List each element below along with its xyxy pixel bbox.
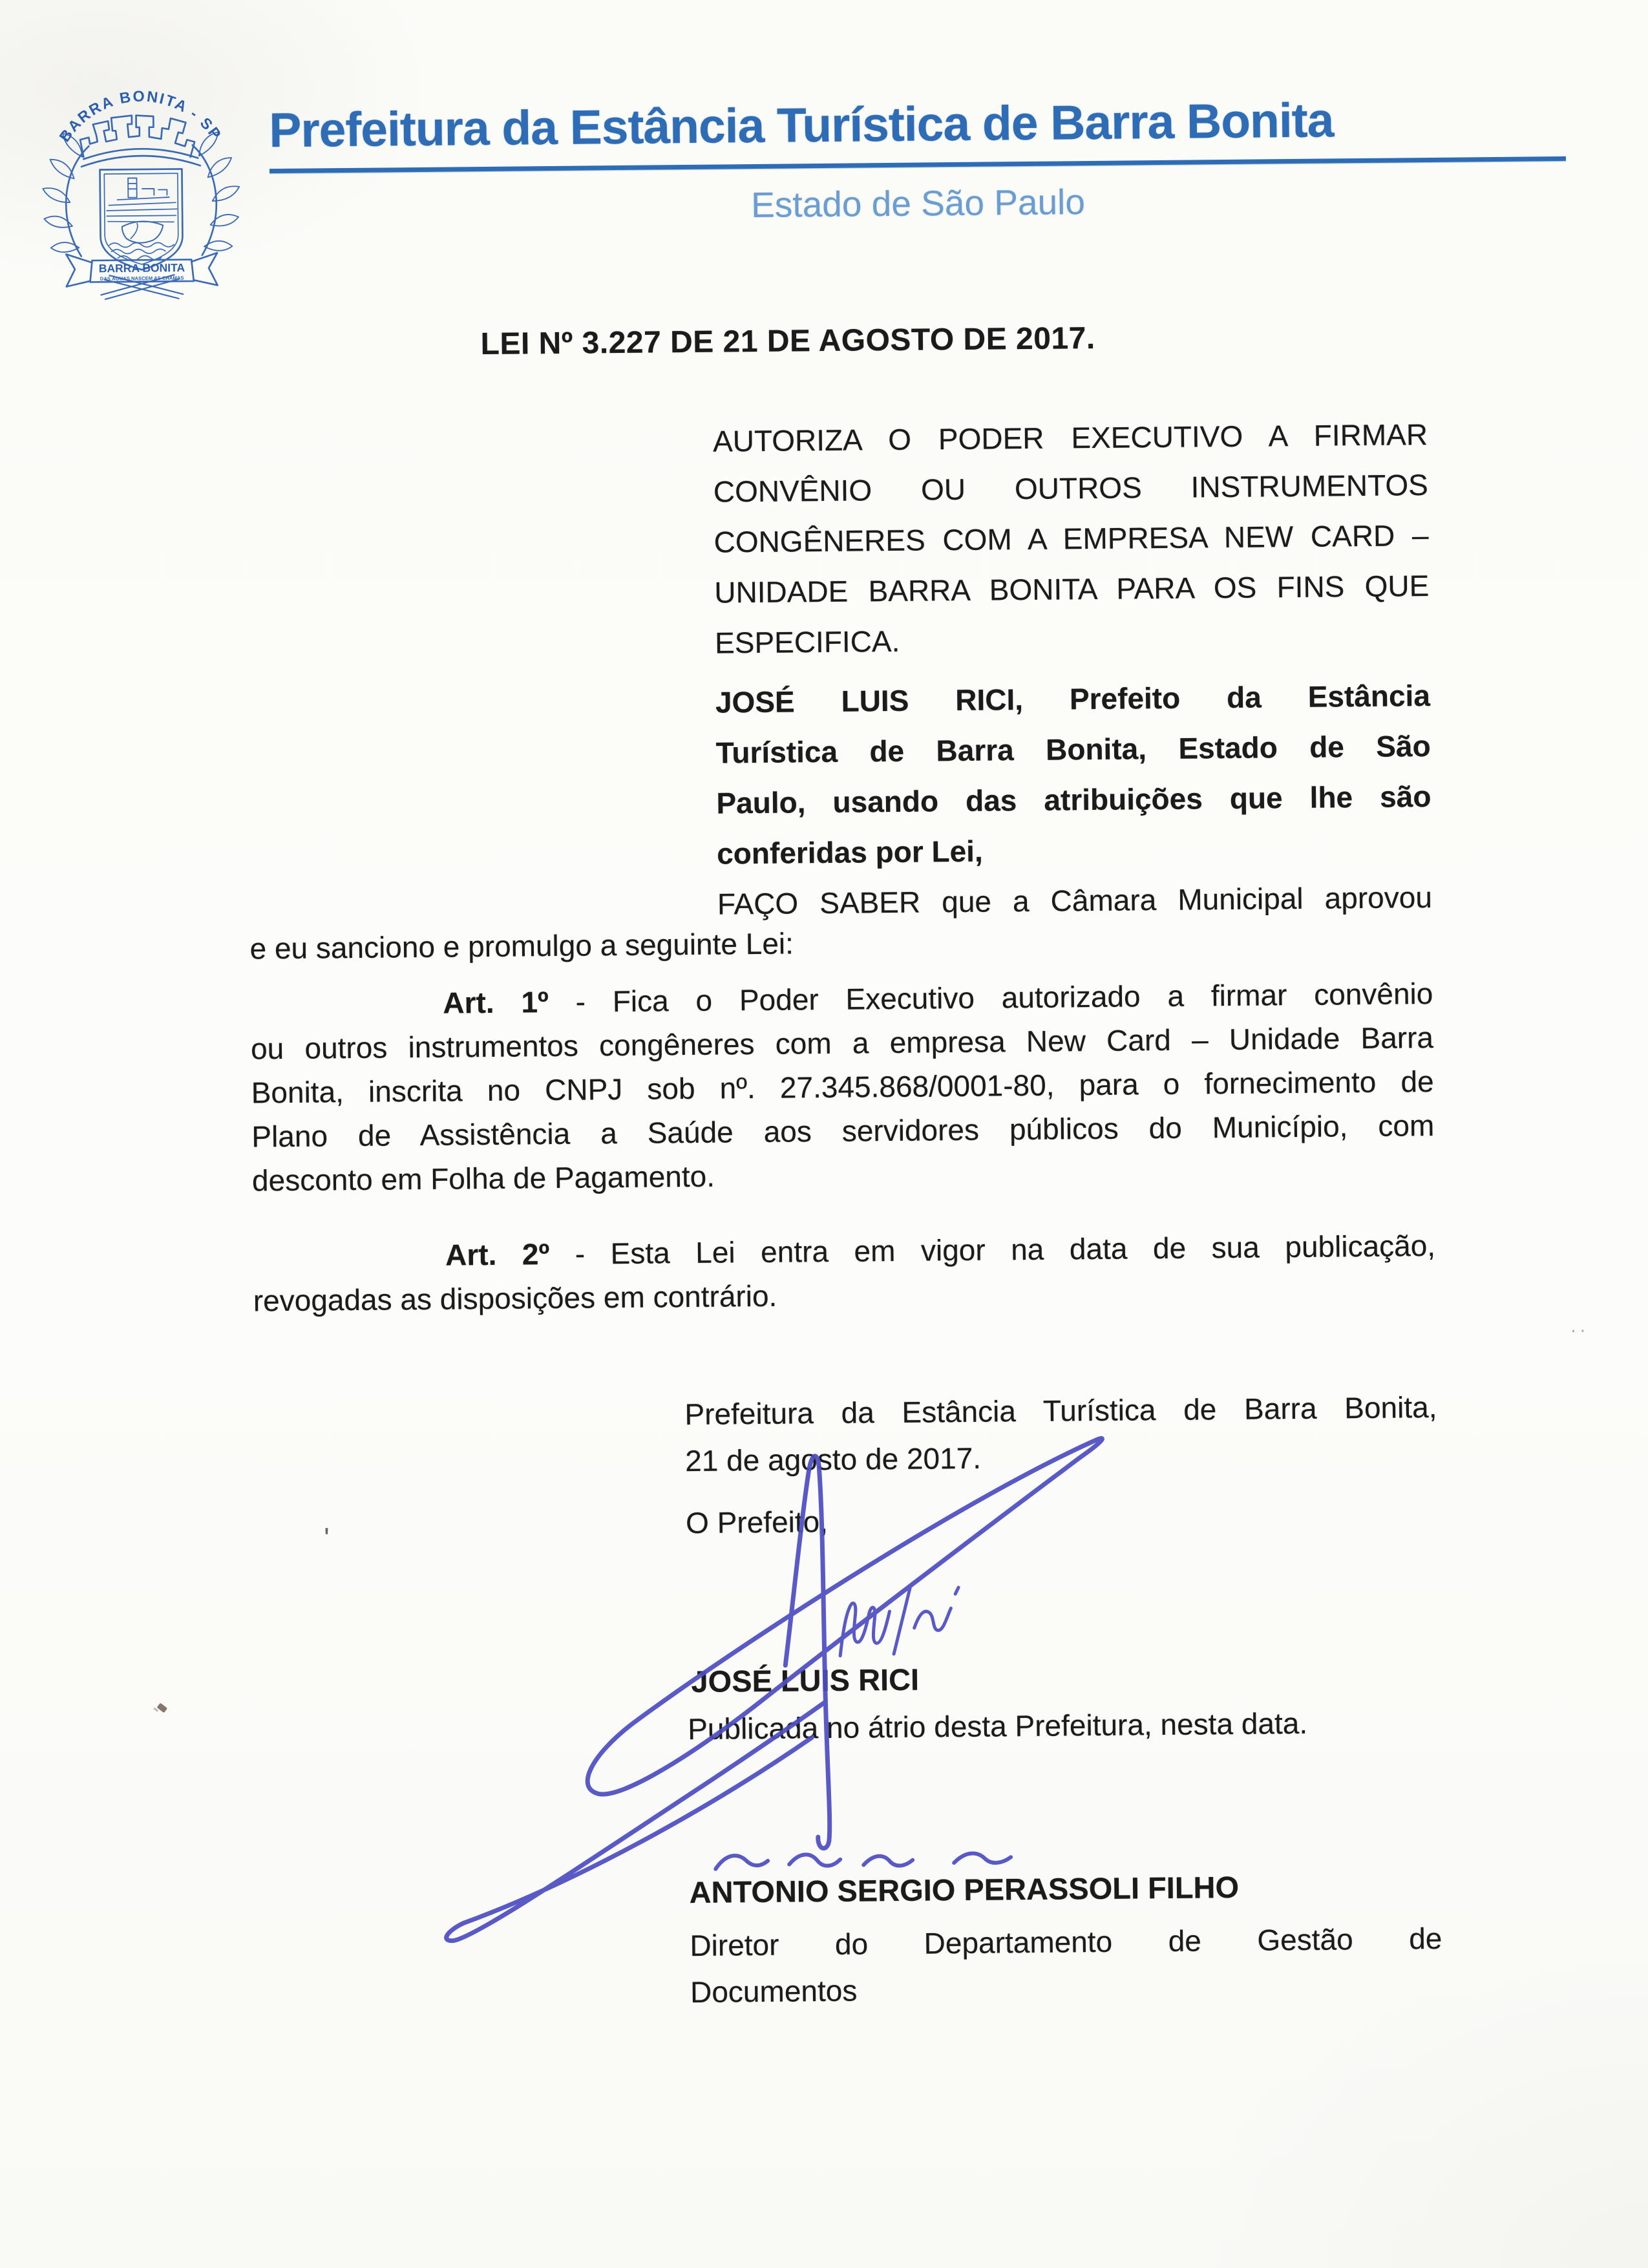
closing-place-line: Prefeitura da Estância Turística de Barra Bonita, [684, 1390, 1437, 1432]
text-line: UNIDADE BARRA BONITA PARA OS FINS QUE [714, 568, 1430, 609]
law-preamble [715, 670, 1433, 929]
law-title: LEI Nº 3.227 DE 21 DE AGOSTO DE 2017. [480, 321, 1095, 362]
article-body-lines [251, 1015, 1435, 1203]
crest-shield-icon [100, 169, 183, 270]
mayor-name: JOSÉ LUIS RICI [691, 1662, 920, 1699]
article-label: Art. 1º [443, 985, 549, 1020]
text-line: conferidas por Lei, [716, 834, 983, 871]
text-line: Plano de Assistência a Saúde aos servidores públicos do Município, com [251, 1108, 1435, 1154]
text-line: revogadas as disposições em contrário. [253, 1278, 777, 1318]
letterhead-state-subtitle: Estado de São Paulo [750, 182, 1086, 226]
article-first-line-text: - Fica o Poder Executivo autorizado a firmar convênio [548, 976, 1433, 1019]
article-first-line-text: - Esta Lei entra em vigor na data de sua publicação, [549, 1228, 1436, 1271]
text-line: ou outros instrumentos congêneres com a empresa New Card – Unidade Barra [250, 1020, 1434, 1066]
text-line: JOSÉ LUIS RICI, Prefeito da Estância [715, 678, 1431, 719]
municipal-coat-of-arms-icon [32, 75, 250, 302]
text-line: Diretor do Departamento de Gestão de [690, 1921, 1442, 1963]
article-label: Art. 2º [445, 1237, 550, 1272]
law-ementa [713, 409, 1430, 668]
text-line: FAÇO SABER que a Câmara Municipal aprovou [717, 880, 1433, 921]
crest-branches-icon [42, 132, 240, 257]
text-line: ESPECIFICA. [714, 624, 900, 660]
crest-crown-icon [80, 115, 200, 167]
scan-artifact-speck [157, 1703, 168, 1713]
publication-note: Publicada no átrio desta Prefeitura, nesta data. [687, 1706, 1308, 1746]
text-line: Turística de Barra Bonita, Estado de São [715, 728, 1431, 770]
closing-date-line: 21 de agosto de 2017. [684, 1441, 982, 1478]
law-preamble-continuation: e eu sanciono e promulgo a seguinte Lei: [249, 926, 794, 966]
mayor-signoff-label: O Prefeito, [685, 1504, 829, 1540]
director-signature-squiggle [715, 1852, 1011, 1869]
letterhead-underline [269, 156, 1566, 173]
letterhead-municipality-title: Prefeitura da Estância Turística de Barra Bonita [269, 92, 1334, 158]
scan-artifact-apostrophe: ' [324, 1522, 330, 1554]
director-name: ANTONIO SERGIO PERASSOLI FILHO [689, 1869, 1240, 1910]
crest-ribbon-motto: DAS ÁGUAS NASCEM AS CHAMAS [100, 275, 184, 282]
closing-place-and-date [684, 1384, 1437, 1484]
director-title [690, 1915, 1442, 2015]
crest-ribbon-text: BARRA BONITA [98, 261, 185, 275]
crest-arc-text: BARRA BONITA - SP [56, 87, 226, 145]
law-article-2 [253, 1224, 1436, 1323]
text-line: CONVÊNIO OU OUTROS INSTRUMENTOS [713, 467, 1429, 509]
text-line: CONGÊNERES COM A EMPRESA NEW CARD – [713, 518, 1429, 559]
text-line: Bonita, inscrita no CNPJ sob nº. 27.345.868/0001-80, para o fornecimento de [251, 1064, 1434, 1110]
text-line: Documentos [690, 1973, 858, 2009]
scan-artifact-dots: .. [1570, 1315, 1590, 1337]
law-article-1 [250, 971, 1435, 1203]
text-line: AUTORIZA O PODER EXECUTIVO A FIRMAR [712, 418, 1428, 458]
signature-initials-stroke [840, 1587, 959, 1656]
text-line: Paulo, usando das atribuições que lhe são [716, 779, 1431, 820]
text-line: desconto em Folha de Pagamento. [251, 1159, 715, 1198]
